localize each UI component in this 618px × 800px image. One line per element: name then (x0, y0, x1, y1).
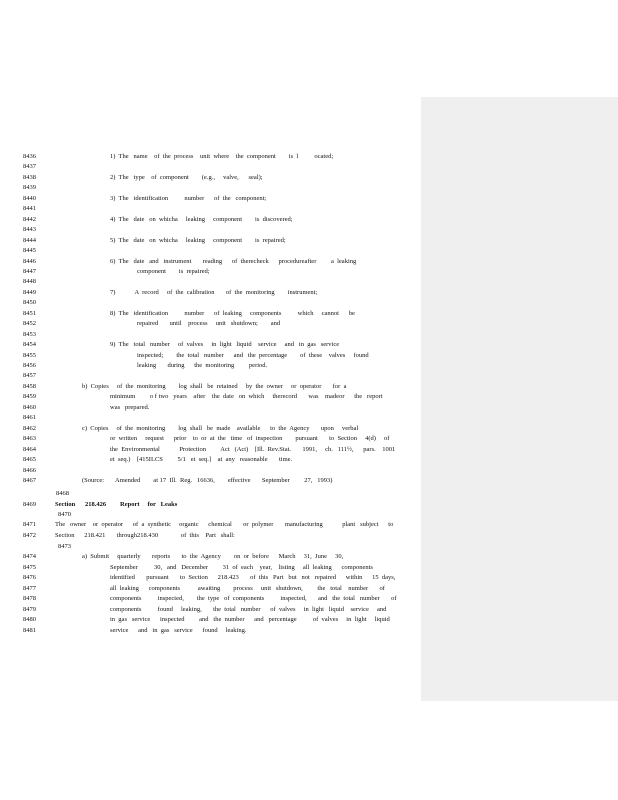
line-text: service and in gas service found leaking. (110, 627, 247, 634)
line-text: 8) The identification number of leaking components which cannot be (110, 310, 355, 317)
line-number: 8470 (58, 511, 71, 518)
line-number: 8453 (23, 331, 36, 338)
line-number: 8450 (23, 299, 36, 306)
line-text: 3) The identification number of the component; (110, 195, 267, 202)
section-number: 218.426 (85, 501, 107, 508)
line-number: 8472 (23, 532, 36, 539)
line-text: 4) The date on whicha leaking component is discovered; (110, 216, 293, 223)
line-number: 8474 (23, 553, 36, 560)
line-text: c) Copies of the monitoring log shall be made available to the Agency upon verbal (82, 425, 359, 432)
line-text: 7) A record of the calibration of the monitoring instrument; (110, 289, 318, 296)
line-number: 8454 (23, 341, 36, 348)
line-text: component is repaired; (137, 268, 210, 275)
line-number: 8467 (23, 477, 36, 484)
line-number: 8477 (23, 585, 36, 592)
line-text: The owner or operator of a synthetic organic chemical or polymer manufacturing plant subject to (55, 521, 394, 528)
line-number: 8466 (23, 467, 36, 474)
line-number: 8463 (23, 435, 36, 442)
line-number: 8480 (23, 616, 36, 623)
section-title: Report for Leaks (120, 501, 178, 508)
line-number: 8441 (23, 205, 36, 212)
line-number: 8456 (23, 362, 36, 369)
line-number: 8445 (23, 247, 36, 254)
line-number: 8471 (23, 521, 36, 528)
line-text: inspected; the total number and the percentage of these valves found (137, 352, 369, 359)
line-text: was prepared. (110, 404, 150, 411)
line-text: September 30, and December 31 of each year, listing all leaking components (110, 564, 373, 571)
line-number: 8439 (23, 184, 36, 191)
line-text: 2) The type of component (e.g., valve, seal); (110, 174, 263, 181)
line-text: b) Copies of the monitoring log shall be retained by the owner or operator for a (82, 383, 347, 390)
line-number: 8460 (23, 404, 36, 411)
line-number: 8455 (23, 352, 36, 359)
line-number: 8458 (23, 383, 36, 390)
line-text: 6) The date and instrument reading of therecheck procedureafter a leaking (110, 258, 357, 265)
line-number: 8444 (23, 237, 36, 244)
line-text: leaking during the monitoring period. (137, 362, 268, 369)
line-text: repaired until process unit shutdown; and (137, 320, 281, 327)
line-number: 8449 (23, 289, 36, 296)
comment-margin-panel (421, 97, 618, 701)
line-number: 8475 (23, 564, 36, 571)
line-number: 8447 (23, 268, 36, 275)
line-text: or written request prior to or at the time of inspection pursuant to Section 4(d) of (110, 435, 390, 442)
line-number: 8465 (23, 456, 36, 463)
line-number: 8481 (23, 627, 36, 634)
line-text: the Environmental Protection Act (Act) [Ill. Rev.Stat. 1991, ch. 111½, pars. 1001 (110, 446, 396, 453)
line-text: 5) The date on whicha leaking component is repaired; (110, 237, 286, 244)
line-number: 8437 (23, 163, 36, 170)
line-text: (Source: Amended at 17 Ill. Reg. 16636, effective September 27, 1993) (82, 477, 333, 484)
line-text: a) Submit quarterly reports to the Agency on or before March 31, June 30, (82, 553, 344, 560)
section-label: Section (55, 501, 76, 508)
line-number: 8451 (23, 310, 36, 317)
line-number: 8468 (56, 490, 69, 497)
line-number: 8473 (58, 543, 71, 550)
line-number: 8464 (23, 446, 36, 453)
line-number: 8478 (23, 595, 36, 602)
line-text: components inspected, the type of components inspected, and the total number of (110, 595, 397, 602)
line-number: 8446 (23, 258, 36, 265)
line-text: components found leaking, the total number of valves in light liquid service and (110, 606, 387, 613)
line-number: 8462 (23, 425, 36, 432)
line-text: minimum o f two years after the date on which therecord was madeor the report (110, 393, 383, 400)
line-text: all leaking components awaiting process unit shutdown, the total number of (110, 585, 385, 592)
line-number: 8476 (23, 574, 36, 581)
line-number: 8479 (23, 606, 36, 613)
line-text: in gas service inspected and the number and percentage of valves in light liquid (110, 616, 390, 623)
line-number: 8457 (23, 372, 36, 379)
line-number: 8452 (23, 320, 36, 327)
line-number: 8443 (23, 226, 36, 233)
line-text: identified pursuant to Section 218.423 of this Part but not repaired within 15 days, (110, 574, 396, 581)
line-number: 8436 (23, 153, 36, 160)
line-text: 9) The total number of valves in light liquid service and in gas service (110, 341, 340, 348)
line-text: 1) The name of the process unit where the component is l ocated; (110, 153, 334, 160)
line-number: 8448 (23, 278, 36, 285)
line-number: 8438 (23, 174, 36, 181)
line-number: 8459 (23, 393, 36, 400)
line-text: Section 218.421 through218.430 of this Part shall: (55, 532, 235, 539)
line-text: et seq.) [415ILCS 5/1 et seq.] at any reasonable time. (110, 456, 293, 463)
line-number: 8461 (23, 414, 36, 421)
line-number: 8469 (23, 501, 36, 508)
line-number: 8440 (23, 195, 36, 202)
line-number: 8442 (23, 216, 36, 223)
